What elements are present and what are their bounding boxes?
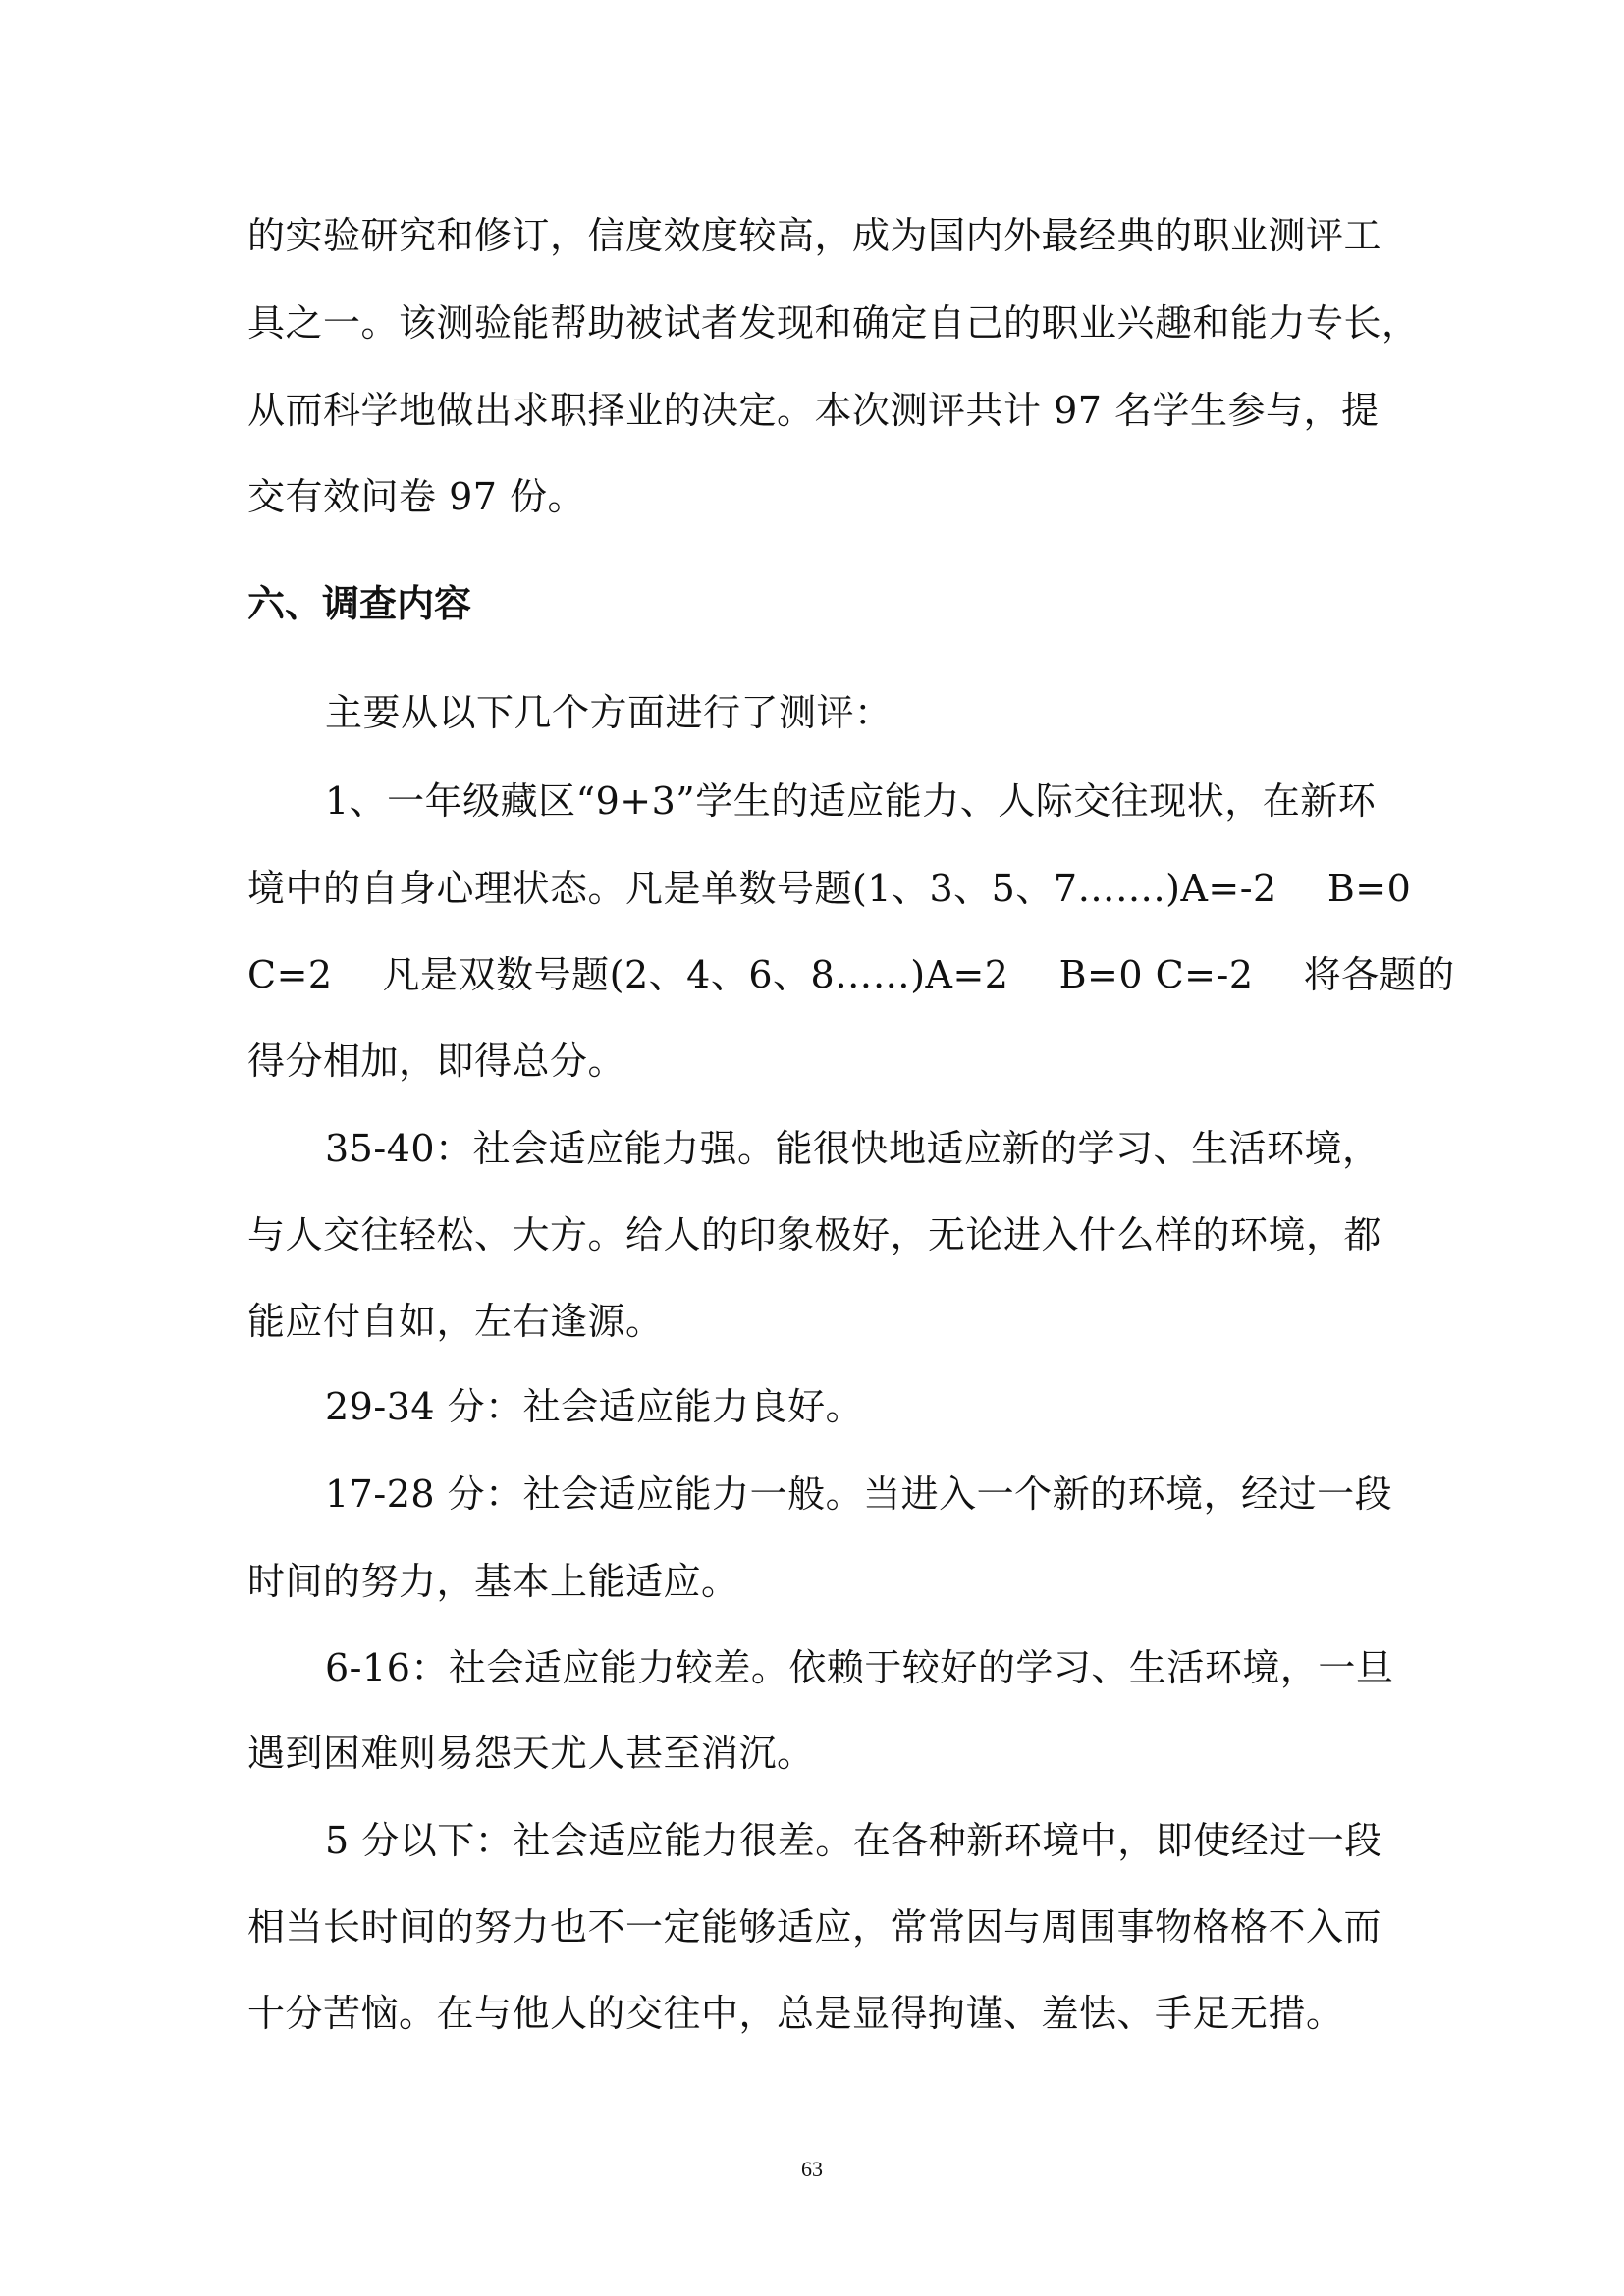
text-line: 得分相加，即得总分。 xyxy=(247,1040,626,1083)
text-line: 十分苦恼。在与他人的交往中，总是显得拘谨、羞怯、手足无措。 xyxy=(247,1992,1344,2035)
text-line: 35-40：社会适应能力强。能很快地适应新的学习、生活环境， xyxy=(325,1127,1380,1170)
score-29-34-paragraph: 29-34 分：社会适应能力良好。 xyxy=(325,1385,864,1428)
text-line: 1、一年级藏区“9+3”学生的适应能力、人际交往现状，在新环 xyxy=(325,779,1377,823)
text-line: 能应付自如，左右逢源。 xyxy=(247,1300,664,1343)
text-line: 与人交往轻松、大方。给人的印象极好，无论进入什么样的环境，都 xyxy=(247,1213,1382,1256)
lead-sentence: 主要从以下几个方面进行了测评： xyxy=(325,691,893,734)
text-line: 相当长时间的努力也不一定能够适应，常常因与周围事物格格不入而 xyxy=(247,1905,1382,1949)
section-heading: 六、调查内容 xyxy=(247,582,472,625)
text-line: C=2 凡是双数号题(2、4、6、8……)A=2 B=0 C=-2 将各题的 xyxy=(247,953,1455,996)
text-line: 5 分以下：社会适应能力很差。在各种新环境中，即使经过一段 xyxy=(325,1819,1382,1862)
text-line: 时间的努力，基本上能适应。 xyxy=(247,1560,739,1603)
text-line: 遇到困难则易怨天尤人甚至消沉。 xyxy=(247,1732,815,1775)
text-line: 交有效问卷 97 份。 xyxy=(247,475,586,518)
text-line: 的实验研究和修订，信度效度较高，成为国内外最经典的职业测评工 xyxy=(247,214,1382,257)
text-line: 具之一。该测验能帮助被试者发现和确定自己的职业兴趣和能力专长， xyxy=(247,301,1420,345)
text-line: 境中的自身心理状态。凡是单数号题(1、3、5、7…….)A=-2 B=0 xyxy=(247,867,1412,910)
page-number: 63 xyxy=(801,2157,823,2181)
text-line: 从而科学地做出求职择业的决定。本次测评共计 97 名学生参与，提 xyxy=(247,389,1380,432)
text-line: 6-16：社会适应能力较差。依赖于较好的学习、生活环境，一旦 xyxy=(325,1646,1394,1689)
text-line: 17-28 分：社会适应能力一般。当进入一个新的环境，经过一段 xyxy=(325,1472,1393,1516)
